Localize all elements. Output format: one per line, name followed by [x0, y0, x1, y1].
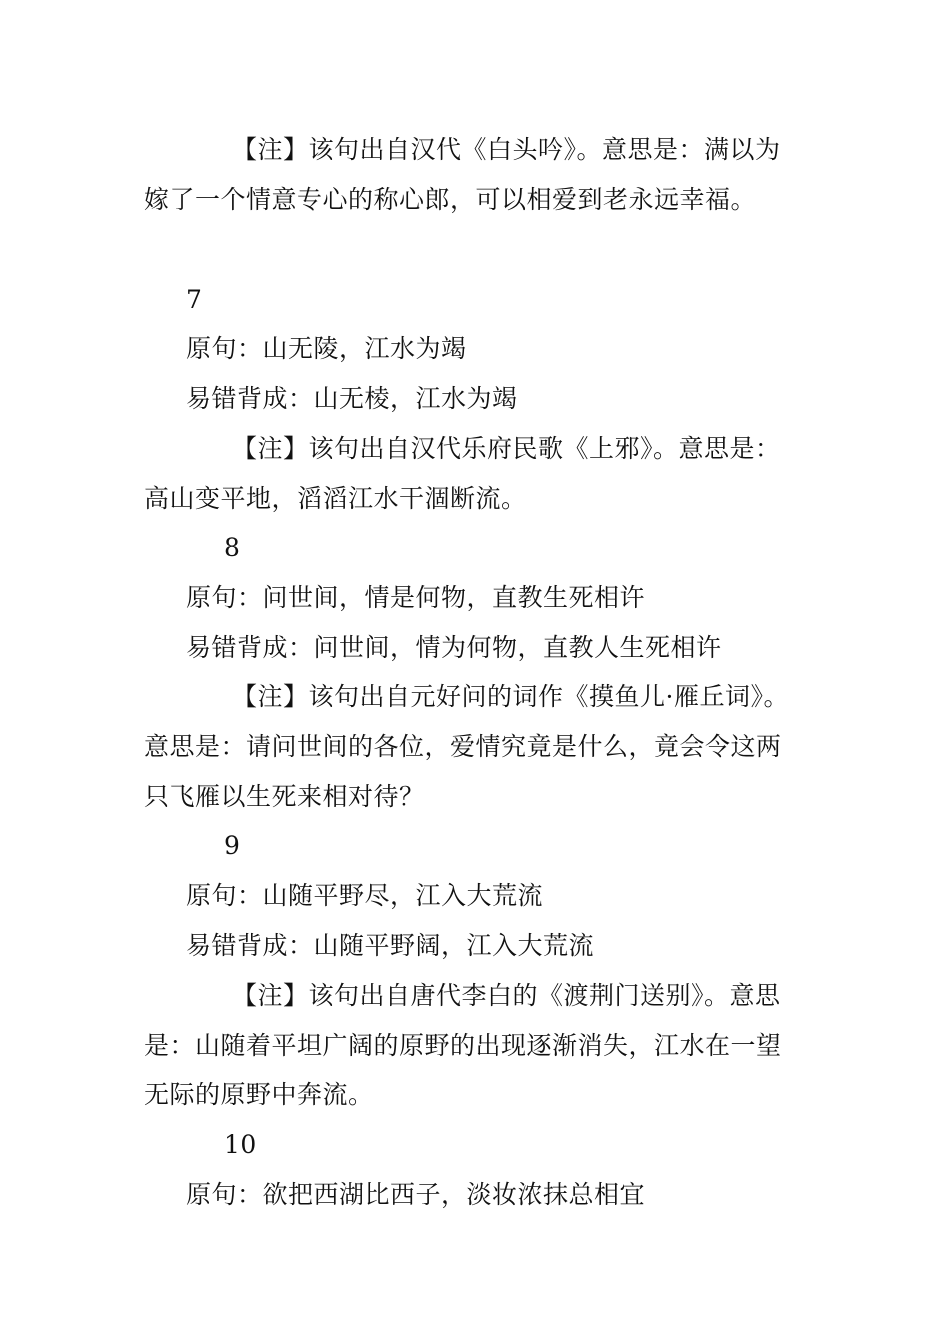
note-8-line-2: 意思是：请问世间的各位，爱情究竟是什么，竟会令这两 — [144, 732, 782, 761]
item-number-8: 8 — [224, 533, 241, 562]
original-7: 原句：山无陵，江水为竭 — [186, 334, 467, 363]
note-9-line-2: 是：山随着平坦广阔的原野的出现逐渐消失，江水在一望 — [144, 1031, 782, 1060]
item-number-9: 9 — [224, 831, 241, 860]
mistake-8: 易错背成：问世间，情为何物，直教人生死相许 — [186, 633, 722, 662]
original-8: 原句：问世间，情是何物，直教生死相许 — [186, 583, 646, 612]
mistake-9: 易错背成：山随平野阔，江入大荒流 — [186, 931, 595, 960]
note-9-line-3: 无际的原野中奔流。 — [144, 1080, 374, 1109]
note-7-line-2: 高山变平地，滔滔江水干涸断流。 — [144, 484, 527, 513]
note-9-line-1: 【注】该句出自唐代李白的《渡荆门送别》。意思 — [232, 981, 781, 1010]
note-6-line-1: 【注】该句出自汉代《白头吟》。意思是：满以为 — [232, 135, 781, 164]
note-7-line-1: 【注】该句出自汉代乐府民歌《上邪》。意思是： — [232, 434, 781, 463]
item-number-7: 7 — [186, 285, 203, 314]
original-10: 原句：欲把西湖比西子，淡妆浓抹总相宜 — [186, 1180, 646, 1209]
note-6-line-2: 嫁了一个情意专心的称心郎，可以相爱到老永远幸福。 — [144, 185, 757, 214]
mistake-7: 易错背成：山无棱，江水为竭 — [186, 384, 518, 413]
note-8-line-1: 【注】该句出自元好问的词作《摸鱼儿·雁丘词》。 — [232, 682, 789, 711]
original-9: 原句：山随平野尽，江入大荒流 — [186, 881, 544, 910]
note-8-line-3: 只飞雁以生死来相对待？ — [144, 782, 425, 811]
item-number-10: 10 — [224, 1130, 257, 1159]
